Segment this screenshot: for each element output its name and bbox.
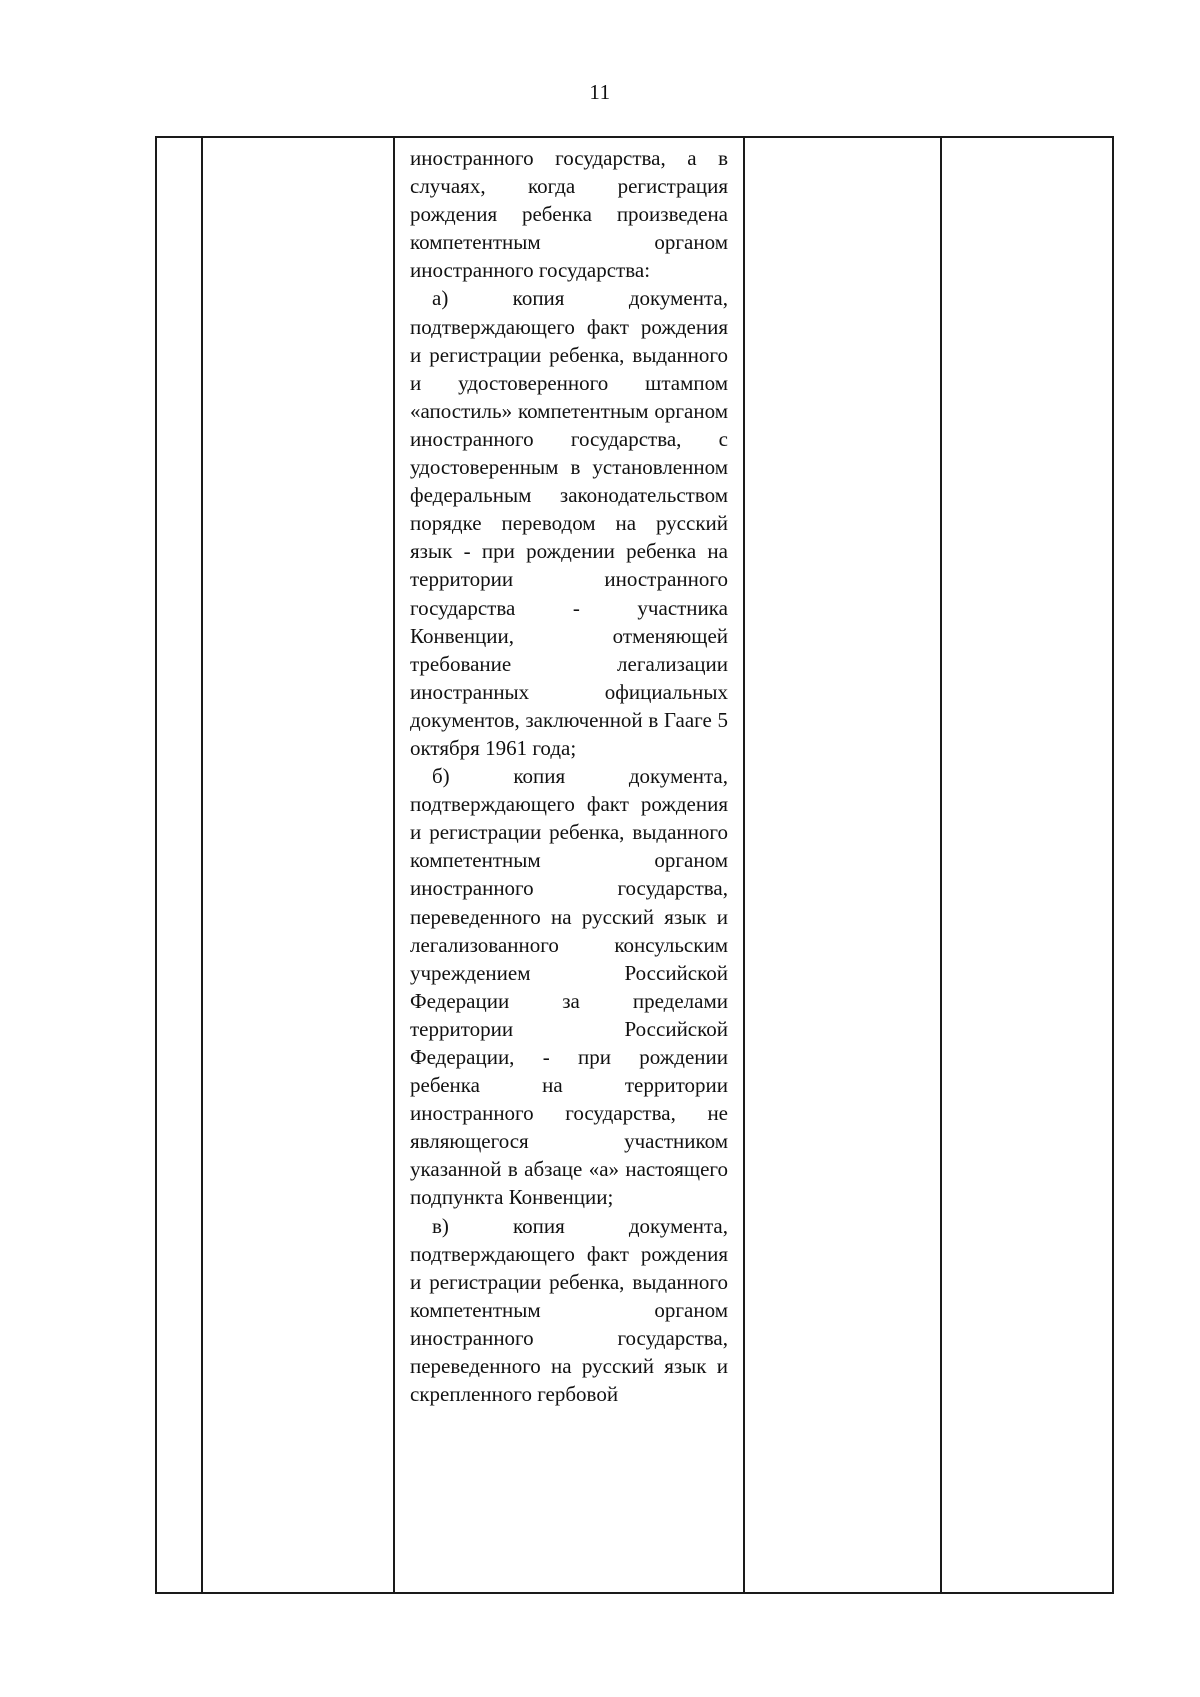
paragraph-item-v: в) копия документа, подтверждающего факт рождения и регистрации ребенка, выданного компетентным органом иностранного государства, переведенного на русский язык и скрепленного гербовой [410,1213,728,1407]
table-cell-column-4 [744,137,941,1593]
paragraph-item-b: б) копия документа, подтверждающего факт рождения и регистрации ребенка, выданного компетентным органом иностранного государства, переведенного на русский язык и легализованного консульским учреждением Российской Федерации за пределами территории Российской Федерации, - при рождении ребенка на территории иностранного государства, не являющегося участником указанной в абзаце «а» настоящего подпункта Конвенции; [410,764,728,1210]
table-cell-column-5 [941,137,1113,1593]
table-cell-number [156,137,202,1593]
page-number: 11 [589,80,611,104]
table-cell-name [202,137,394,1593]
document-table [155,136,1114,1594]
documents-text [395,138,743,1408]
table-cell-documents [394,137,744,1593]
paragraph-intro: иностранного государства, а в случаях, когда регистрация рождения ребенка произведена компетентным органом иностранного государства: [410,146,728,283]
table-row [156,137,1113,1593]
paragraph-item-a: а) копия документа, подтверждающего факт рождения и регистрации ребенка, выданного и удостоверенного штампом «апостиль» компетентным органом иностранного государства, с удостоверенным в установленном федеральным законодательством порядке переводом на русский язык - при рождении ребенка на территории иностранного государства - участника Конвенции, отменяющей требование легализации иностранных официальных документов, заключенной в Гааге 5 октября 1961 года; [410,286,728,760]
